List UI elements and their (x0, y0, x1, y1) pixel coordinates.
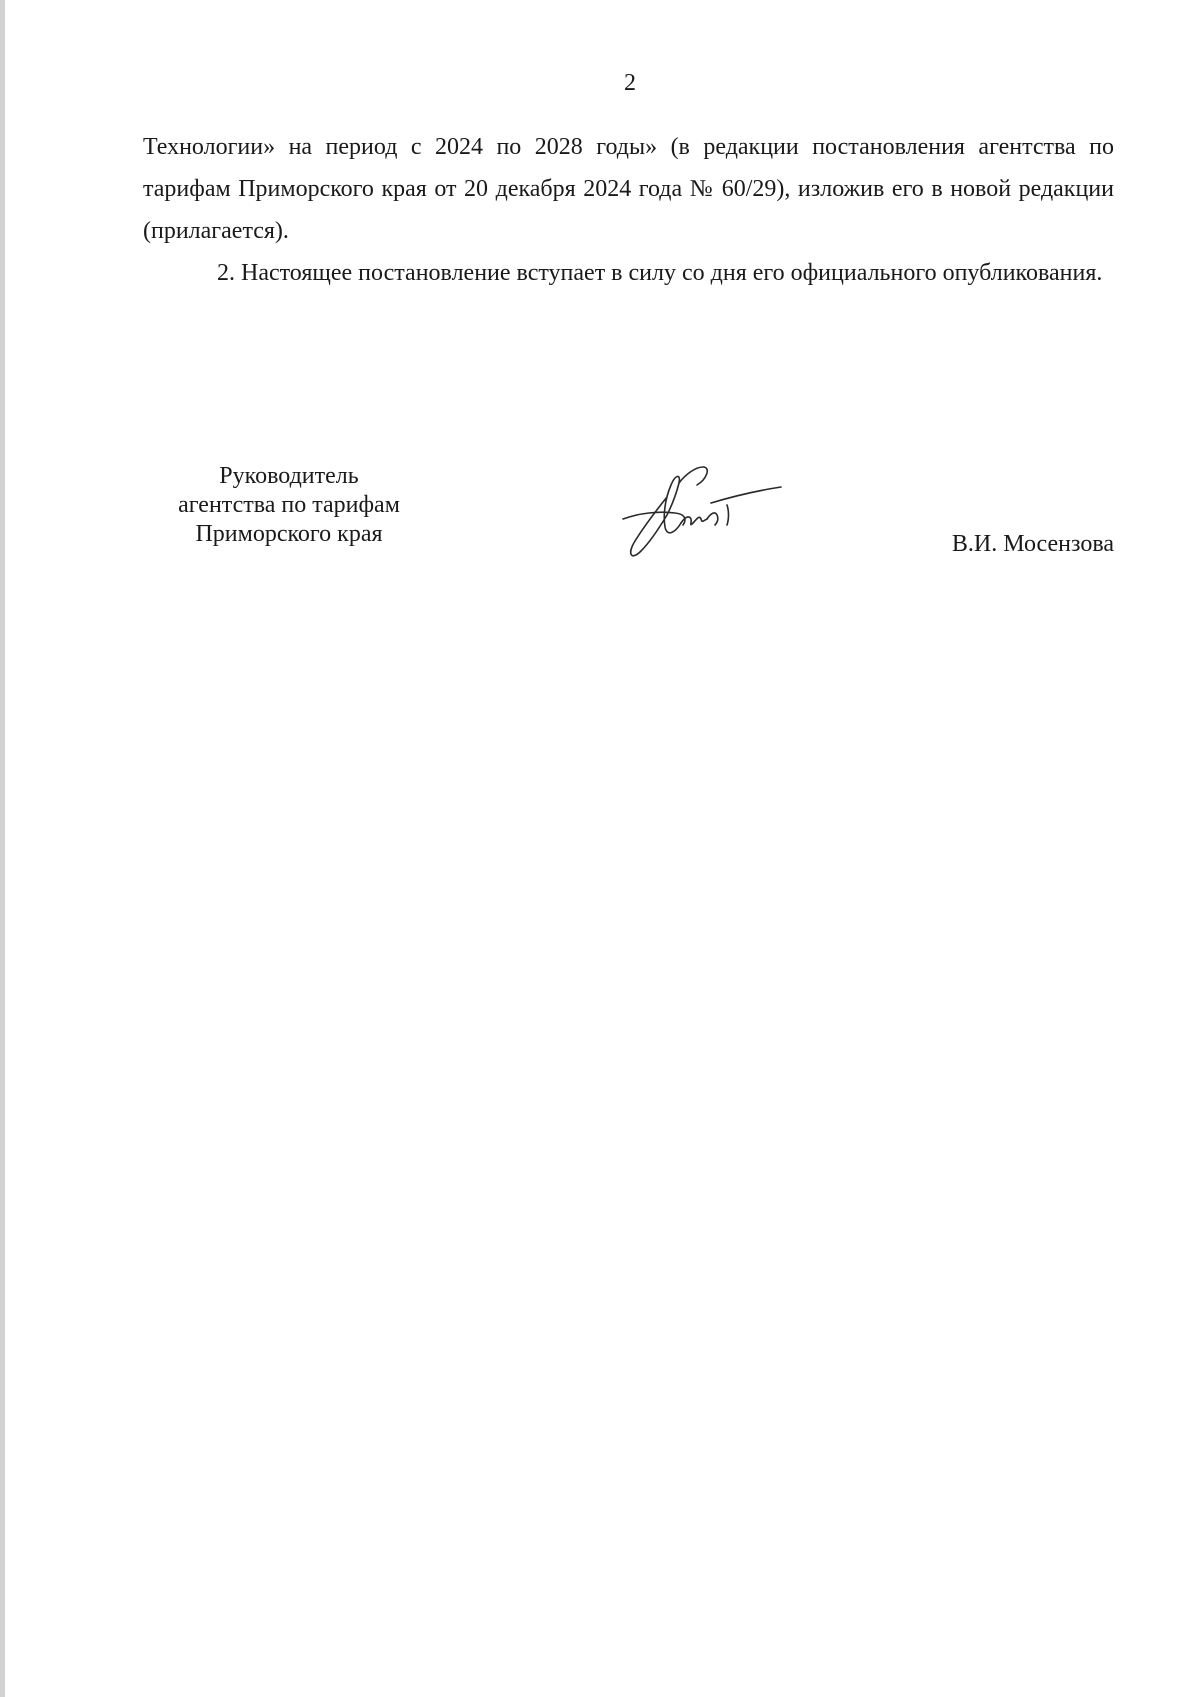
paragraph-item-2: 2. Настоящее постановление вступает в силу со дня его официального опубликования. (217, 260, 1103, 286)
signer-position-line-3: Приморского края (195, 521, 383, 547)
signer-position-line-2: агентства по тарифам (178, 492, 400, 518)
signer-position (148, 462, 430, 549)
document-body (143, 126, 1114, 294)
signer-name: В.И. Мосензова (951, 531, 1114, 557)
paragraph-continuation: Технологии» на период с 2024 по 2028 годы» (в редакции постановления агентства по тарифам Приморского края от 20 декабря 2024 года № 60/29), изложив его в новой редакции (прилагается). (143, 134, 1114, 244)
scan-edge-shadow (0, 0, 5, 1697)
page-number: 2 (624, 70, 636, 96)
signer-position-line-1: Руководитель (219, 463, 359, 489)
handwritten-signature (615, 457, 795, 567)
signature-block (0, 462, 1200, 592)
